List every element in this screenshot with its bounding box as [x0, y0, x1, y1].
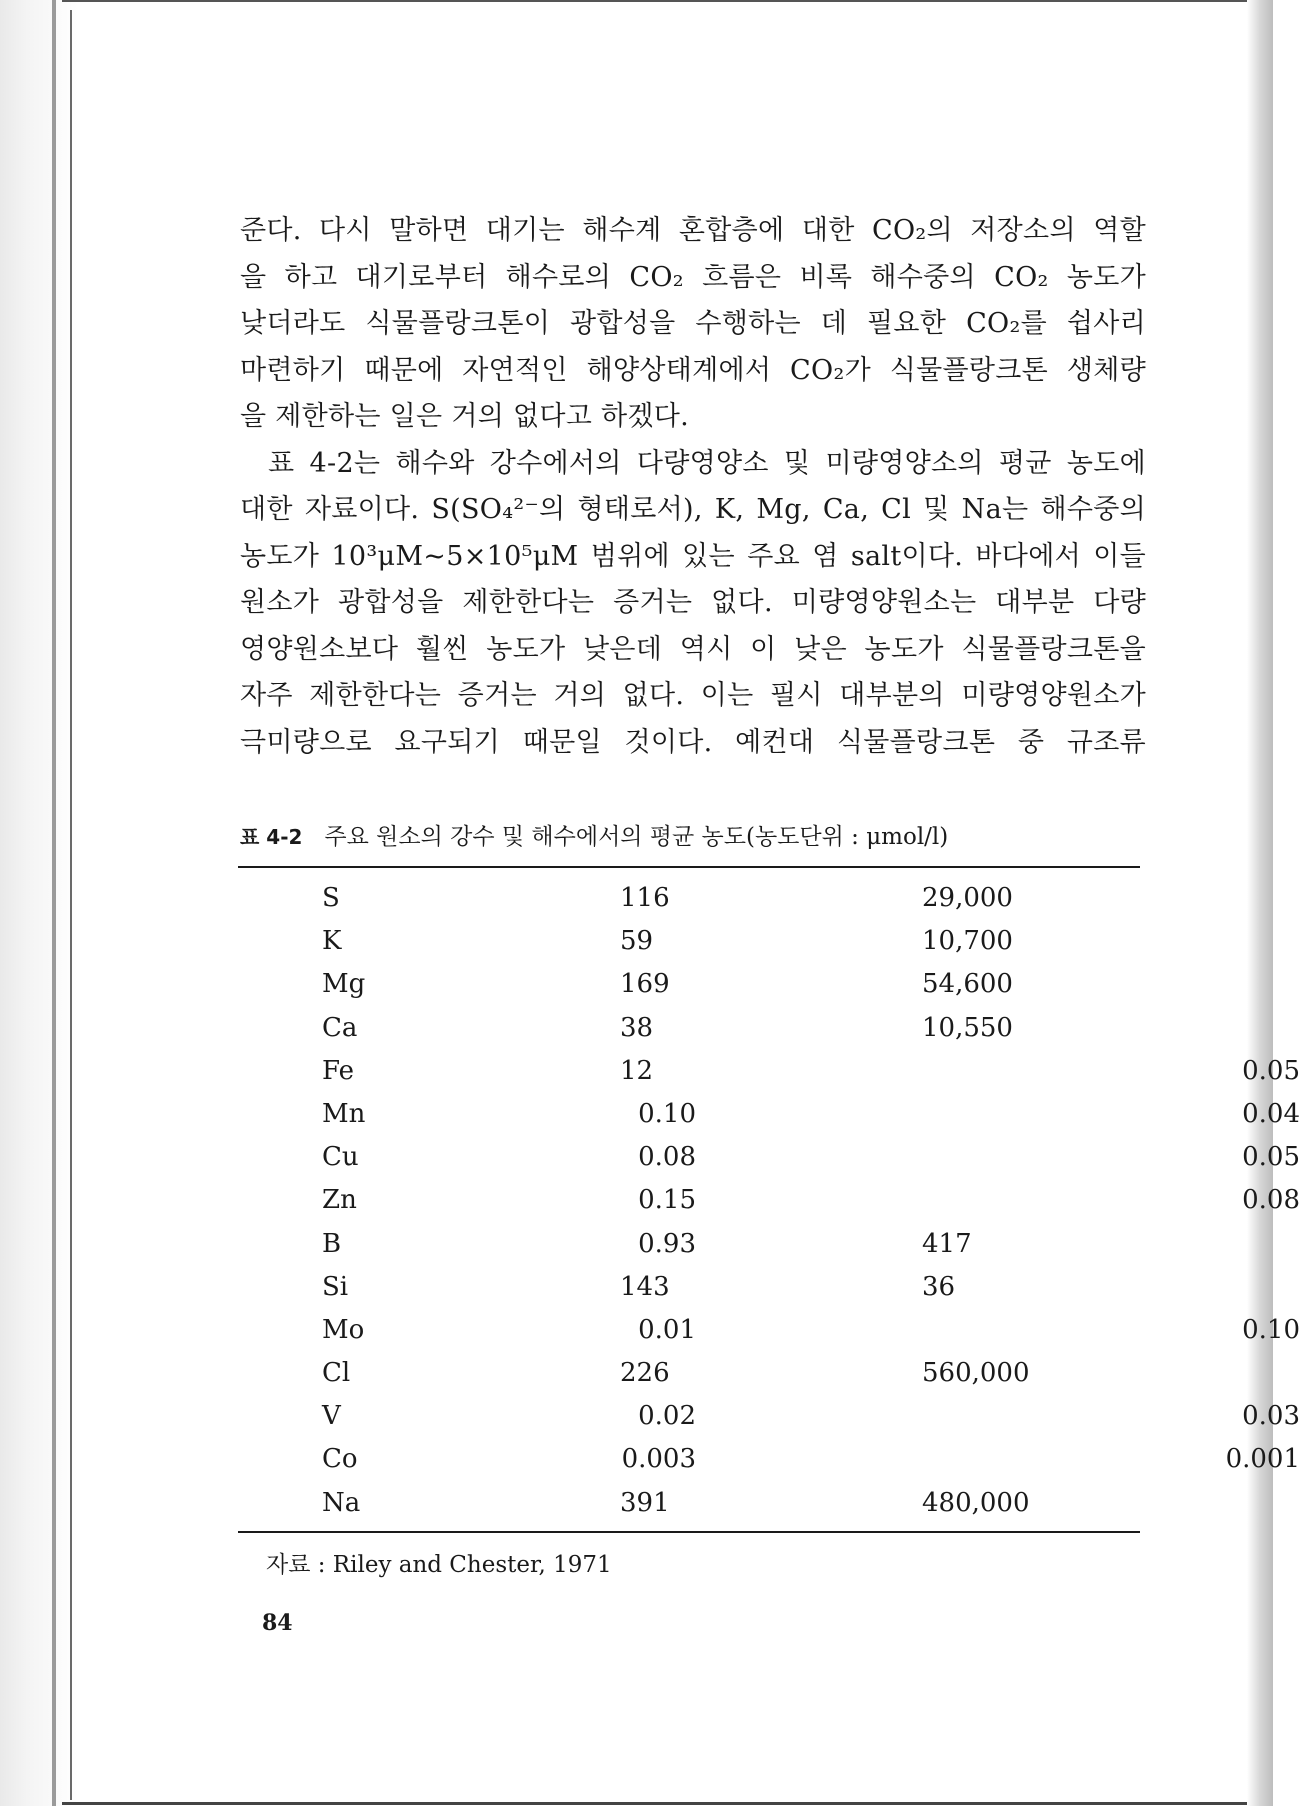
body-paragraphs — [240, 208, 1146, 766]
rain-concentration: 0.02 — [638, 1401, 696, 1432]
seawater-concentration: 10,550 — [922, 1012, 1013, 1043]
table-row — [238, 1136, 1300, 1179]
paragraph-line: 극미량으로 요구되기 때문일 것이다. 예컨대 식물플랑크톤 중 규조류 — [240, 726, 1146, 758]
seawater-concentration: 54,600 — [922, 969, 1013, 1000]
paragraph-line: 준다. 다시 말하면 대기는 해수계 혼합층에 대한 CO₂의 저장소의 역할 — [240, 215, 1146, 246]
element-symbol: Cu — [322, 1142, 359, 1173]
rain-concentration: 0.003 — [621, 1444, 696, 1475]
table-row — [238, 1438, 1300, 1481]
seawater-concentration: 0.10 — [1242, 1314, 1300, 1345]
element-symbol: K — [322, 926, 342, 957]
paragraph-line: 을 제한하는 일은 거의 없다고 하겠다. — [240, 401, 690, 432]
seawater-concentration: 480,000 — [922, 1487, 1030, 1518]
rain-concentration: 169 — [620, 969, 670, 1000]
seawater-concentration: 0.05 — [1242, 1142, 1300, 1173]
seawater-concentration: 0.08 — [1242, 1185, 1300, 1216]
element-symbol: Fe — [322, 1055, 355, 1086]
table-row — [238, 1050, 1300, 1093]
paragraph-line: 농도가 10³μM~5×10⁵μM 범위에 있는 주요 염 salt이다. 바다에서 이들 — [240, 540, 1146, 572]
table-row — [238, 1395, 1300, 1438]
page-bottom-edge — [62, 1802, 1262, 1805]
element-symbol: Zn — [322, 1185, 357, 1216]
page-top-edge — [62, 0, 1262, 2]
rain-concentration: 143 — [620, 1271, 670, 1302]
rain-concentration: 0.08 — [638, 1142, 696, 1173]
table-row — [238, 1223, 1140, 1266]
rain-concentration: 116 — [620, 883, 670, 913]
page-number: 84 — [262, 1610, 293, 1636]
rain-concentration: 38 — [620, 1012, 654, 1043]
rain-concentration: 12 — [620, 1055, 654, 1086]
element-symbol: Mn — [322, 1098, 366, 1129]
paragraph-line: 낮더라도 식물플랑크톤이 광합성을 수행하는 데 필요한 CO₂를 쉽사리 — [240, 308, 1146, 339]
table-label: 표 4-2 — [240, 825, 303, 849]
table-row — [238, 877, 1140, 920]
element-symbol: Mo — [322, 1314, 365, 1345]
rain-concentration: 226 — [620, 1358, 670, 1389]
paragraph-line: 자주 제한한다는 증거는 거의 없다. 이는 필시 대부분의 미량영양원소가 — [240, 680, 1146, 711]
element-symbol: B — [322, 1228, 342, 1259]
rain-concentration: 0.01 — [638, 1314, 696, 1345]
element-symbol: Mg — [322, 969, 366, 1000]
seawater-concentration: 0.03 — [1242, 1401, 1300, 1432]
element-concentration-table — [238, 877, 1300, 1525]
table-row — [238, 1007, 1140, 1050]
element-symbol: S — [322, 883, 340, 913]
table-row — [238, 920, 1140, 963]
rain-concentration: 391 — [620, 1487, 670, 1518]
seawater-concentration: 0.001 — [1225, 1444, 1300, 1475]
table-row — [238, 1266, 1140, 1309]
paragraph-line: 대한 자료이다. S(SO₄²⁻의 형태로서), K, Mg, Ca, Cl 및 Na는 해수중의 — [240, 494, 1146, 525]
paragraph-line: 원소가 광합성을 제한한다는 증거는 없다. 미량영양원소는 대부분 다량 — [240, 587, 1146, 618]
paragraph-line: 표 4-2는 해수와 강수에서의 다량영양소 및 미량영양소의 평균 농도에 — [268, 447, 1146, 479]
seawater-concentration: 417 — [922, 1228, 972, 1259]
rain-concentration: 0.10 — [638, 1098, 696, 1129]
rain-concentration: 0.93 — [638, 1228, 696, 1259]
seawater-concentration: 560,000 — [922, 1358, 1030, 1389]
element-symbol: Ca — [322, 1012, 358, 1043]
paragraph-line: 영양원소보다 훨씬 농도가 낮은데 역시 이 낮은 농도가 식물플랑크톤을 — [240, 633, 1146, 665]
page-left-edge — [52, 0, 56, 1806]
table-top-rule — [238, 866, 1140, 868]
paragraph-line: 을 하고 대기로부터 해수로의 CO₂ 흐름은 비록 해수중의 CO₂ 농도가 — [240, 261, 1146, 293]
page-left-edge-inner — [70, 10, 72, 1800]
element-symbol: Na — [322, 1487, 361, 1518]
table-bottom-rule — [238, 1531, 1140, 1533]
table-row — [238, 1179, 1300, 1222]
rain-concentration: 59 — [620, 926, 654, 957]
table-row — [238, 963, 1140, 1006]
element-symbol: V — [322, 1401, 341, 1432]
seawater-concentration: 0.04 — [1242, 1098, 1300, 1129]
table-row — [238, 1093, 1300, 1136]
table-row — [238, 1352, 1140, 1395]
page-right-shadow — [1247, 0, 1273, 1806]
element-symbol: Co — [322, 1444, 358, 1475]
seawater-concentration: 10,700 — [922, 926, 1013, 957]
seawater-concentration: 36 — [922, 1271, 956, 1302]
table-row — [238, 1309, 1300, 1352]
paragraph-line: 마련하기 때문에 자연적인 해양상태계에서 CO₂가 식물플랑크톤 생체량 — [240, 354, 1146, 386]
seawater-concentration: 0.05 — [1242, 1055, 1300, 1086]
table-row — [238, 1482, 1140, 1525]
table-caption — [240, 818, 948, 851]
seawater-concentration: 29,000 — [922, 883, 1013, 913]
rain-concentration: 0.15 — [638, 1185, 696, 1216]
table-source: 자료 : Riley and Chester, 1971 — [266, 1552, 612, 1578]
page-spine-shadow — [0, 0, 78, 1806]
element-symbol: Cl — [322, 1358, 351, 1389]
element-symbol: Si — [322, 1271, 349, 1302]
table-caption-text: 주요 원소의 강수 및 해수에서의 평균 농도(농도단위 : μmol/l) — [324, 824, 949, 850]
